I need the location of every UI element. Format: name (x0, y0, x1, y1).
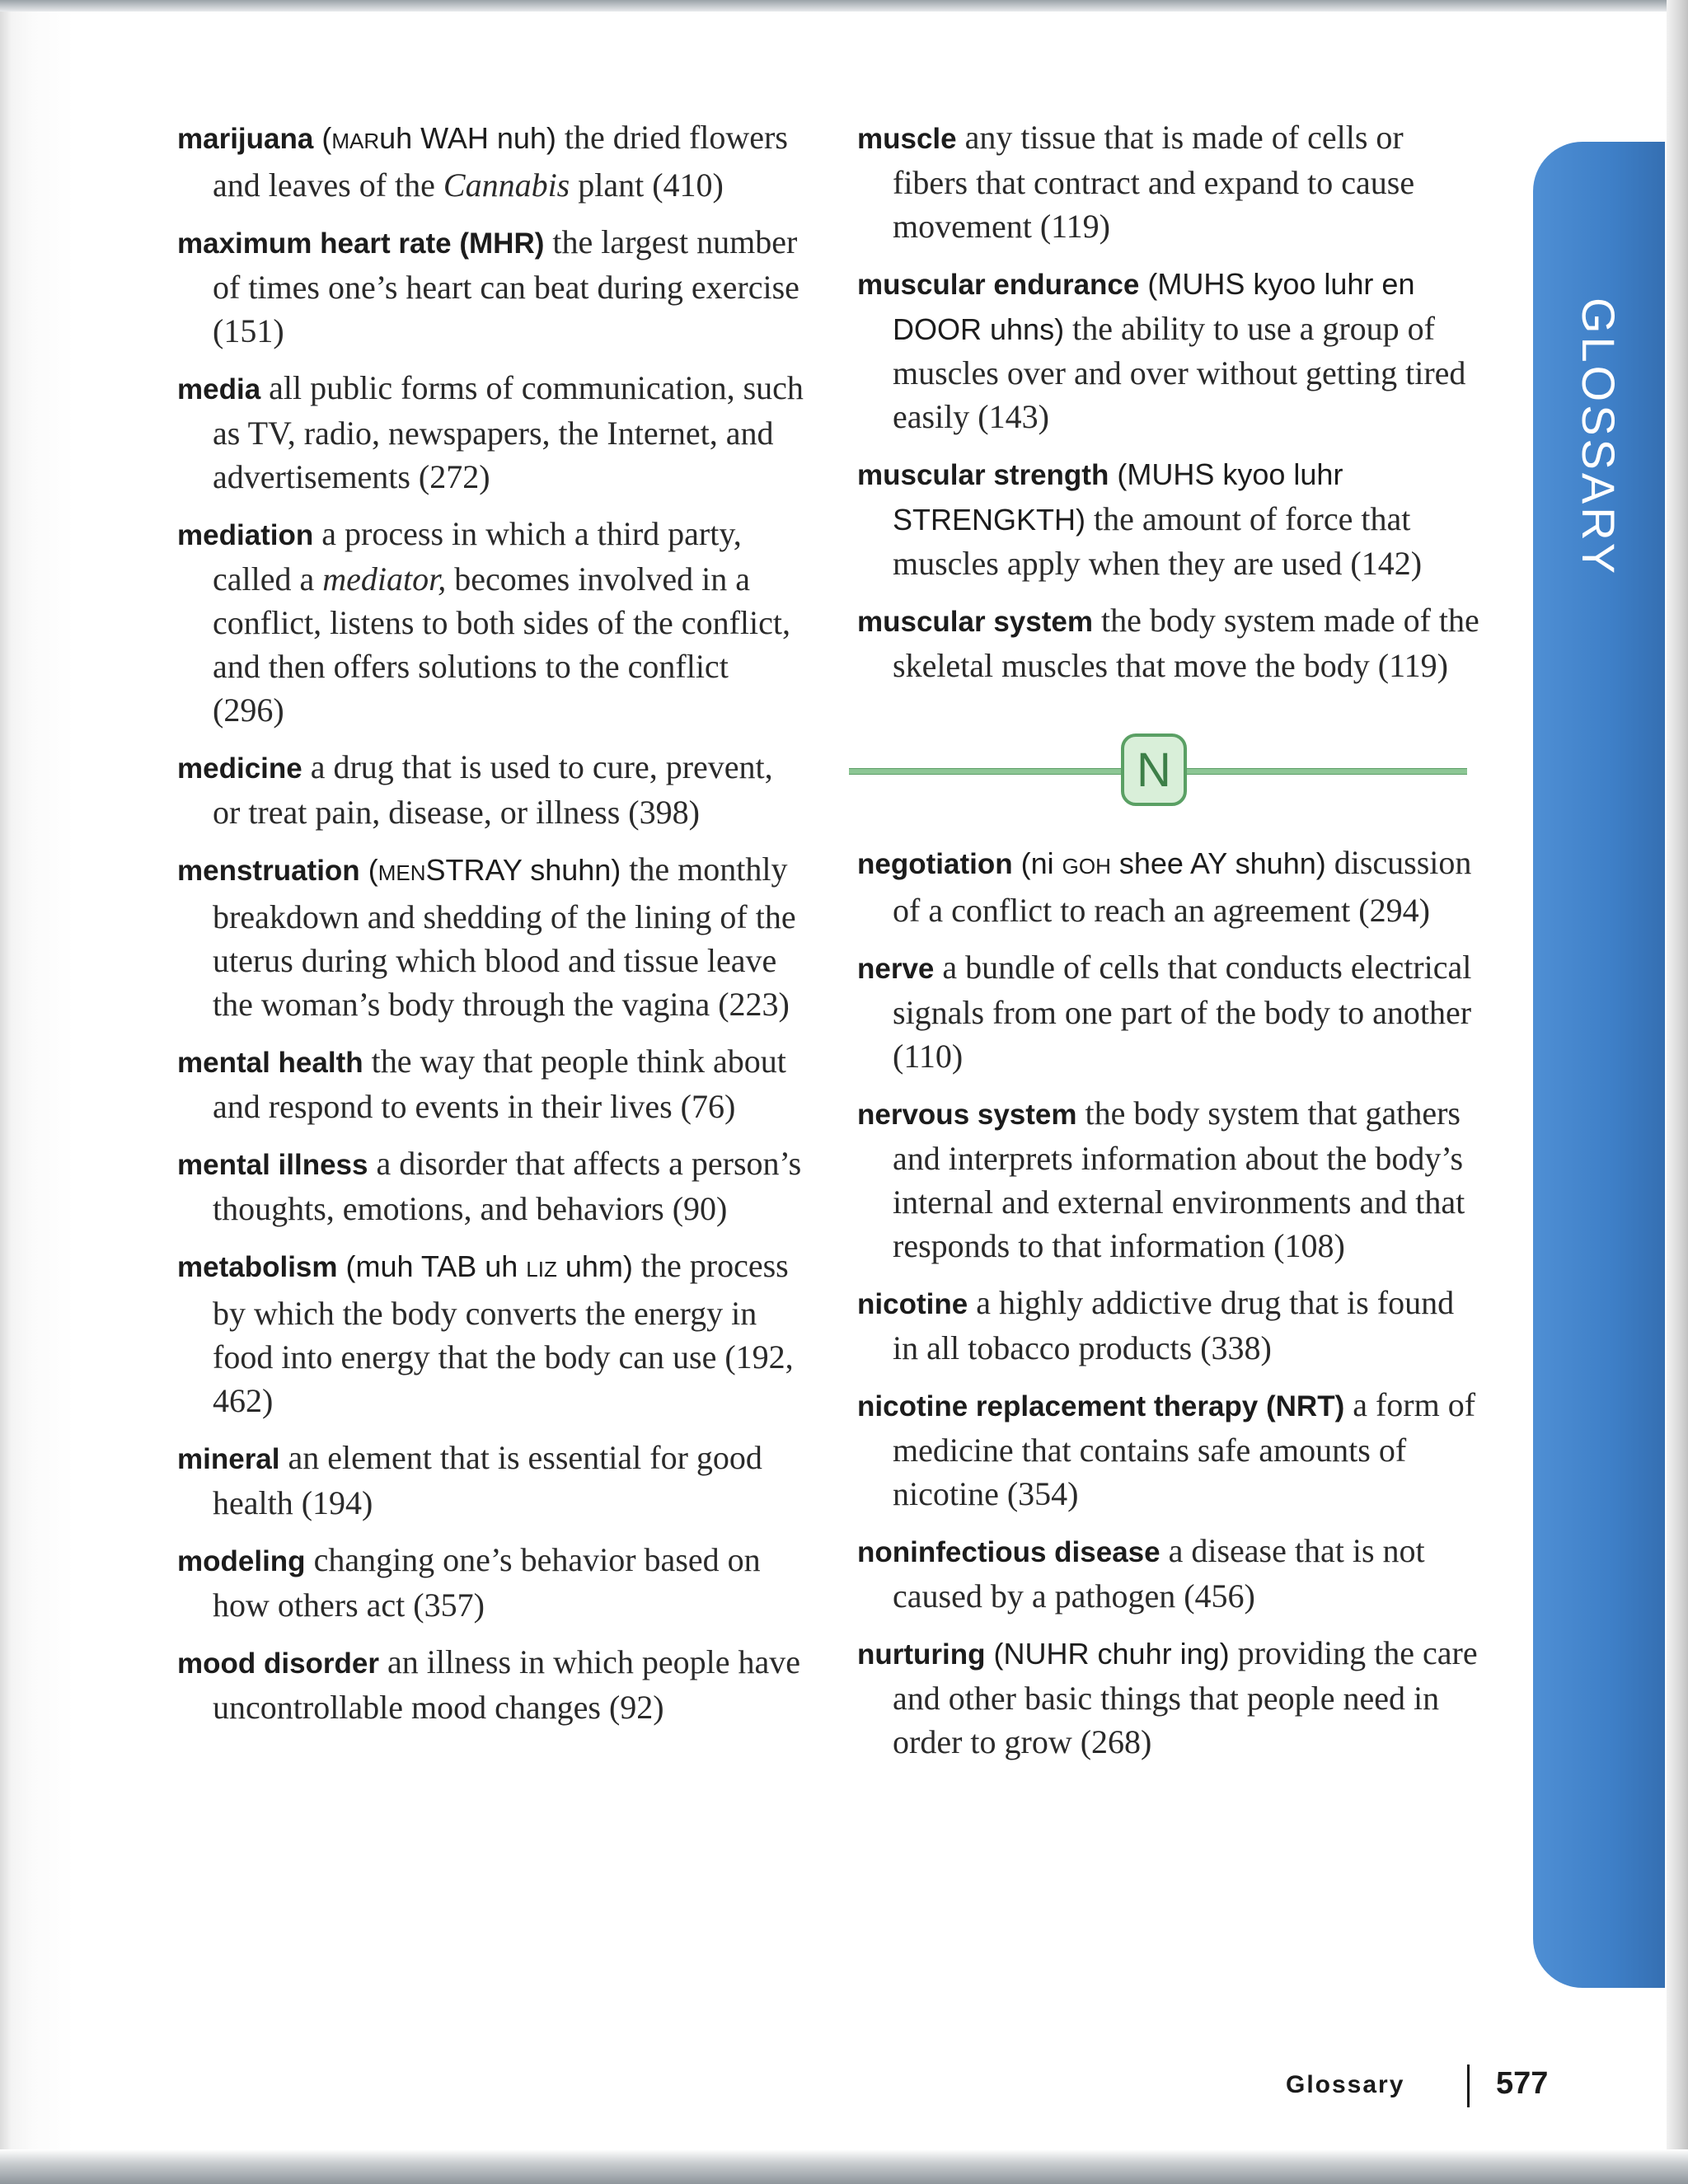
pronunciation-text: NUHR chuhr ing (1003, 1637, 1220, 1671)
glossary-term: mood disorder (177, 1647, 380, 1680)
glossary-entry (857, 261, 1484, 438)
pronunciation-part: ni (1030, 846, 1062, 880)
glossary-entry (857, 1383, 1484, 1516)
definition-text: an illness in which people have uncontrollable mood changes (92) (213, 1643, 801, 1726)
glossary-term: mental illness (177, 1149, 368, 1181)
glossary-entries-n (857, 841, 1484, 1764)
pronunciation: (muh TAB uh LIZ uhm) (337, 1249, 633, 1283)
glossary-entry (857, 1281, 1484, 1370)
pronunciation: (MENSTRAY shuhn) (359, 853, 621, 887)
definition-text: the way that people think about and respond to events in their lives (76) (213, 1043, 786, 1125)
definition-text: a disorder that affects a person’s thoughts, emotions, and behaviors (90) (213, 1145, 802, 1227)
glossary-term: nervous system (857, 1099, 1077, 1131)
glossary-term: media (177, 373, 261, 405)
pronunciation-part: uh WAH nuh (379, 121, 546, 155)
glossary-term: maximum heart rate (MHR) (177, 227, 545, 260)
pronunciation-part: uhm (556, 1249, 623, 1283)
glossary-column-left (177, 115, 804, 1742)
definition-text: the body system made of the skeletal muscles that move the body (119) (893, 602, 1479, 684)
glossary-term: muscle (857, 123, 957, 155)
glossary-entry (177, 512, 804, 732)
glossary-term: noninfectious disease (857, 1536, 1160, 1568)
definition-text: any tissue that is made of cells or fibers that contract and expand to cause movement (119) (893, 119, 1415, 245)
glossary-term: modeling (177, 1545, 306, 1577)
pronunciation-text: MUHS kyoo luhr en DOOR uhns (893, 267, 1415, 346)
definition-text-end: becomes involved in a conflict, listens to both sides of the conflict, and then offers solutions to the conflict (296) (213, 560, 790, 729)
glossary-entry (177, 220, 804, 353)
page-right-edge (1667, 0, 1688, 2184)
glossary-term: mineral (177, 1443, 280, 1475)
glossary-entry (177, 1436, 804, 1525)
definition-text: the dried flowers and leaves of the (213, 119, 788, 204)
glossary-entry (857, 1631, 1484, 1764)
glossary-entry (857, 598, 1484, 687)
pronunciation-part: LIZ (526, 1257, 557, 1282)
pronunciation-part: shee AY shuhn (1110, 846, 1316, 880)
glossary-column-right (857, 115, 1484, 1777)
glossary-term: nicotine replacement therapy (NRT) (857, 1390, 1345, 1422)
side-tab-label (1533, 297, 1665, 577)
definition-italic: mediator, (322, 560, 447, 598)
glossary-term: nerve (857, 953, 935, 985)
glossary-term: marijuana (177, 123, 314, 155)
definition-text: all public forms of communication, such as TV, radio, newspapers, the Internet, and advertisements (272) (213, 369, 804, 495)
pronunciation-part: GOH (1062, 854, 1111, 879)
glossary-term: mental health (177, 1047, 363, 1079)
letter-badge: N (1121, 733, 1187, 806)
footer-label: Glossary (1286, 2071, 1405, 2098)
glossary-term: metabolism (177, 1251, 338, 1283)
glossary-entry (857, 452, 1484, 585)
definition-text: an element that is essential for good health (194) (213, 1439, 762, 1521)
page-top-edge (0, 0, 1688, 12)
definition-text: the body system that gathers and interprets information about the body’s internal and external environments and that responds to that information (108) (893, 1094, 1465, 1264)
pronunciation-part: STRAY shuhn (425, 853, 612, 887)
glossary-entry (857, 841, 1484, 932)
pronunciation-part: muh TAB uh (355, 1249, 527, 1283)
footer-separator (1467, 2064, 1470, 2107)
definition-text: a drug that is used to cure, prevent, or treat pain, disease, or illness (398) (213, 748, 773, 831)
pronunciation: (MUHS kyoo luhr en DOOR uhns) (893, 267, 1415, 346)
glossary-term: nicotine (857, 1288, 968, 1320)
definition-text: a highly addictive drug that is found in all tobacco products (338) (893, 1284, 1455, 1366)
glossary-term: menstruation (177, 855, 360, 887)
pronunciation-part: MEN (377, 860, 426, 885)
glossary-term: muscular system (857, 606, 1093, 638)
definition-text: a disease that is not caused by a pathogen (456) (893, 1532, 1425, 1615)
glossary-entry (857, 1529, 1484, 1618)
glossary-entry (177, 745, 804, 834)
pronunciation: (MUHS kyoo luhr STRENGKTH) (893, 457, 1343, 537)
definition-text: changing one’s behavior based on how others act (357) (213, 1541, 761, 1624)
definition-text: providing the care and other basic things that people need in order to grow (268) (893, 1634, 1478, 1760)
glossary-entry (177, 366, 804, 499)
page-bottom-edge (0, 2149, 1688, 2184)
glossary-entry (177, 1640, 804, 1729)
glossary-entry (177, 1039, 804, 1128)
side-tab-text: GLOSSARY (1573, 297, 1625, 577)
definition-italic: Cannabis (443, 166, 570, 204)
pronunciation: (ni GOH shee AY shuhn) (1012, 846, 1326, 880)
glossary-term: mediation (177, 519, 314, 551)
definition-text: the largest number of times one’s heart can beat during exercise (151) (213, 223, 799, 349)
glossary-entry (177, 847, 804, 1026)
glossary-entry (857, 115, 1484, 248)
definition-text: the ability to use a group of muscles over and over without getting tired easily (143) (893, 310, 1466, 435)
glossary-entry (177, 1244, 804, 1422)
glossary-entry (177, 115, 804, 207)
letter-divider (849, 733, 1467, 808)
definition-text: a process in which a third party, called a (213, 515, 742, 598)
glossary-term: muscular strength (857, 459, 1109, 491)
glossary-entry (857, 945, 1484, 1078)
pronunciation: (NUHR chuhr ing) (985, 1637, 1230, 1671)
definition-text: a bundle of cells that conducts electrical signals from one part of the body to another (110) (893, 949, 1472, 1075)
glossary-entries-m (857, 115, 1484, 687)
glossary-term: negotiation (857, 848, 1013, 880)
definition-text: discussion of a conflict to reach an agreement (294) (893, 844, 1472, 929)
glossary-term: nurturing (857, 1638, 986, 1671)
definition-text: a form of medicine that contains safe amounts of nicotine (354) (893, 1386, 1476, 1512)
definition-text: the monthly breakdown and shedding of the lining of the uterus during which blood and tissue leave the woman’s body through the vagina (223) (213, 851, 796, 1023)
pronunciation: (MARuh WAH nuh) (313, 121, 556, 155)
definition-text: the amount of force that muscles apply when they are used (142) (893, 500, 1423, 582)
glossary-entry (857, 1091, 1484, 1268)
glossary-term: medicine (177, 752, 302, 785)
definition-text: the process by which the body converts the energy in food into energy that the body can use (192, 462) (213, 1247, 794, 1419)
page-footer (1286, 2064, 1582, 2114)
glossary-entry (177, 1141, 804, 1230)
definition-text-end: plant (410) (570, 166, 724, 204)
page-number: 577 (1496, 2066, 1549, 2101)
pronunciation-text: MUHS kyoo luhr STRENGKTH (893, 457, 1343, 537)
glossary-entry (177, 1538, 804, 1627)
glossary-term: muscular endurance (857, 269, 1140, 301)
pronunciation-part: MAR (331, 129, 380, 153)
